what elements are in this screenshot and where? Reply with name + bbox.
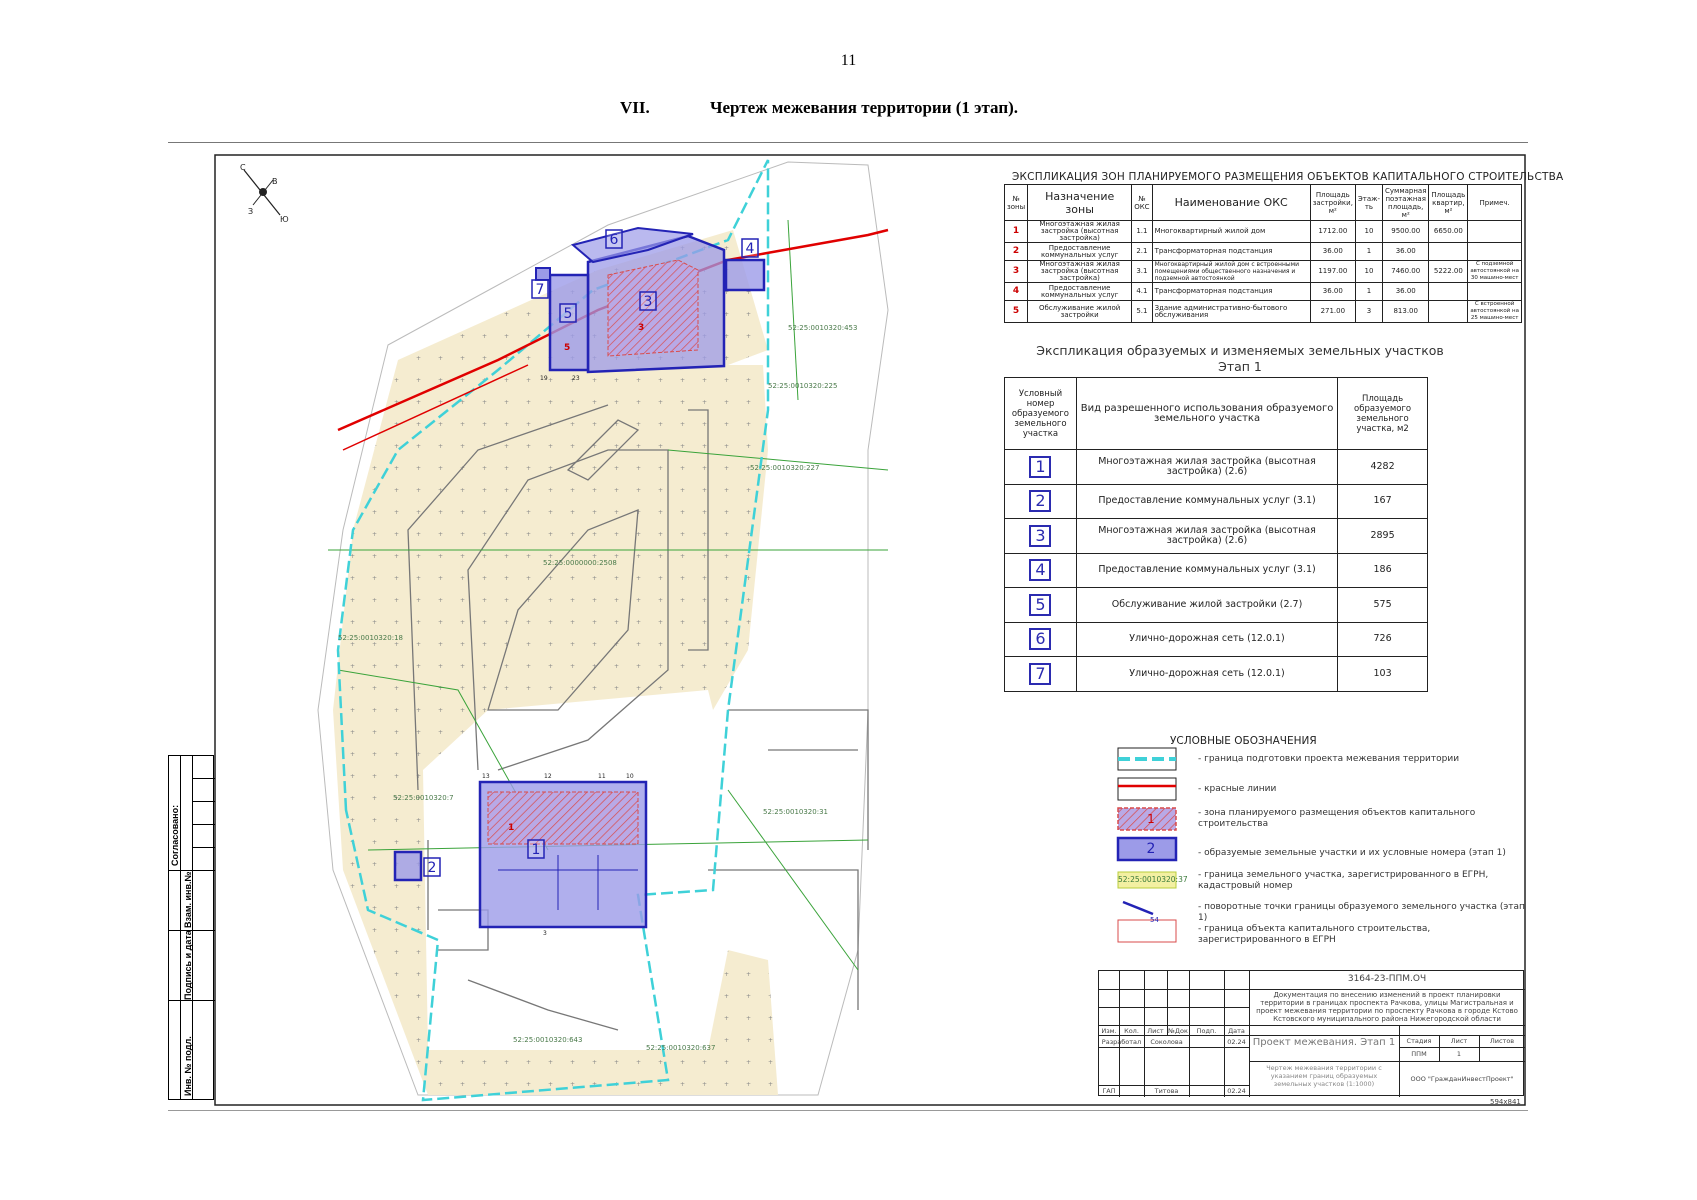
col-list: Лист <box>1147 1027 1164 1035</box>
cell: 4 <box>1005 283 1028 301</box>
north-arrow <box>240 163 289 224</box>
cell: Многоквартирный жилой дом с встроенными помещениями общественного назначения и подземной автостоянкой <box>1152 261 1310 283</box>
cell: 103 <box>1338 657 1428 692</box>
plot-number-box: 2 <box>1029 490 1051 512</box>
legend-zone-sample-num: 1 <box>1147 812 1155 826</box>
sheet-value: 1 <box>1456 1050 1462 1058</box>
side-grid <box>193 756 215 871</box>
explication-2-table <box>1004 377 1428 692</box>
cell: 4.1 <box>1132 283 1152 301</box>
cell: Предоставление коммунальных услуг (3.1) <box>1076 484 1337 519</box>
plot-number-box: 1 <box>1029 456 1051 478</box>
th: № зоны <box>1005 185 1028 221</box>
explication-2-title-line: Экспликация образуемых и изменяемых земельных участков <box>1036 343 1444 358</box>
cell: 2.1 <box>1132 243 1152 261</box>
explication-2-title-line: Этап 1 <box>1218 359 1262 374</box>
sheets-header: Листов <box>1489 1037 1515 1045</box>
cell: Многоэтажная жилая застройка (высотная застройка) <box>1028 221 1132 243</box>
table-row <box>1005 301 1522 323</box>
cell: С подземной автостоянкой на 30 машино-мест <box>1468 261 1522 283</box>
legend-item-oks: - граница объекта капитального строительства, зарегистрированного в ЕГРН <box>1198 924 1431 945</box>
cell: Предоставление коммунальных услуг <box>1028 283 1132 301</box>
top-rule <box>168 142 1528 143</box>
title-block <box>1098 970 1524 1096</box>
gap-name: Титова <box>1154 1087 1179 1095</box>
th: № ОКС <box>1132 185 1152 221</box>
plot-2[interactable] <box>395 852 421 880</box>
th: Площадь образуемого земельного участка, м2 <box>1338 378 1428 450</box>
cell: Предоставление коммунальных услуг <box>1028 243 1132 261</box>
legend-item-boundary: - граница подготовки проекта межевания территории <box>1198 754 1460 764</box>
col-kol: Кол. <box>1124 1027 1139 1035</box>
cell: 1 <box>1005 221 1028 243</box>
col-doc: №Док <box>1168 1027 1188 1035</box>
cell <box>1005 519 1077 554</box>
compass-n: С <box>240 163 246 172</box>
cell: 3.1 <box>1132 261 1152 283</box>
point-label: 13 <box>482 773 490 780</box>
cell <box>1005 553 1077 588</box>
cell: Трансформаторная подстанция <box>1152 243 1310 261</box>
cell <box>1005 657 1077 692</box>
developed-date: 02.24 <box>1227 1038 1246 1046</box>
th: Этаж-ть <box>1355 185 1382 221</box>
cell: 6650.00 <box>1429 221 1468 243</box>
cell <box>1005 484 1077 519</box>
cell <box>1468 283 1522 301</box>
cadastral-label: 52:25:0010320:225 <box>768 382 838 390</box>
cell: 36.00 <box>1383 283 1429 301</box>
cell: Обслуживание жилой застройки (2.7) <box>1076 588 1337 623</box>
zone-label-3: 3 <box>638 323 645 333</box>
plot-number-box: 7 <box>1029 663 1051 685</box>
cell: 1197.00 <box>1310 261 1355 283</box>
sheet-format: 594x841 <box>1490 1098 1521 1106</box>
plot-number-box: 4 <box>1029 559 1051 581</box>
point-label: 19 <box>540 375 548 382</box>
cell: 1 <box>1355 243 1382 261</box>
col-sign: Подп. <box>1196 1027 1217 1035</box>
plot-label-1: 1 <box>531 842 541 858</box>
developed-name: Соколова <box>1150 1038 1183 1046</box>
table-row <box>1005 519 1428 554</box>
legend-item-points: - поворотные точки границы образуемого земельного участка (этап 1) <box>1198 902 1525 923</box>
th: Условный номер образуемого земельного участка <box>1005 378 1077 450</box>
doc-description: Документация по внесению изменений в проект планировки территории в границах проспекта Рачкова, улицы Магистральная и проект межевания территории по проспекту Рачкова в городе Кстово Кстовского муниципального района Нижегородской области <box>1256 991 1518 1023</box>
section-title-text: Чертеж межевания территории (1 этап). <box>710 98 1019 117</box>
side-stamp <box>168 755 214 1100</box>
gap-date: 02.24 <box>1227 1087 1246 1095</box>
cell: С встроенной автостоянкой на 25 машино-мест <box>1468 301 1522 323</box>
point-label: 10 <box>626 773 634 780</box>
cell: 3 <box>1005 261 1028 283</box>
zone-label-5: 5 <box>564 343 571 353</box>
table-row <box>1005 657 1428 692</box>
explication-2-title <box>1000 343 1480 375</box>
th: Площадь застройки, м² <box>1310 185 1355 221</box>
cell: 726 <box>1338 622 1428 657</box>
table-row <box>1005 261 1522 283</box>
sheet-header: Лист <box>1450 1037 1468 1045</box>
cell: 10 <box>1355 261 1382 283</box>
table-row <box>1005 450 1428 485</box>
zone-label-1: 1 <box>508 823 515 833</box>
point-label: 12 <box>544 773 552 780</box>
cell: 813.00 <box>1383 301 1429 323</box>
cell: 1 <box>1355 283 1382 301</box>
compass-w: З <box>248 207 254 216</box>
cell: Предоставление коммунальных услуг (3.1) <box>1076 553 1337 588</box>
legend-item-plots: - образуемые земельные участки и их условные номера (этап 1) <box>1198 848 1506 858</box>
cell <box>1005 588 1077 623</box>
cell: Многоквартирный жилой дом <box>1152 221 1310 243</box>
drawing-title: Чертеж межевания территории с указанием границ образуемых земельных участков (1:1000) <box>1266 1064 1382 1088</box>
plot-7[interactable] <box>536 268 550 280</box>
th: Назначение зоны <box>1028 185 1132 221</box>
cell: 36.00 <box>1310 283 1355 301</box>
plot-label-4: 4 <box>745 241 755 257</box>
cell: 167 <box>1338 484 1428 519</box>
stage-value: ППМ <box>1411 1050 1427 1058</box>
cadastral-label: 52:25:0000000:2508 <box>543 559 617 567</box>
table-row <box>1005 221 1522 243</box>
cell: 36.00 <box>1383 243 1429 261</box>
cadastral-label: 52:25:0010320:637 <box>646 1044 716 1052</box>
cell: Здание административно-бытового обслуживания <box>1152 301 1310 323</box>
explication-1-table <box>1004 184 1522 323</box>
cell: Обслуживание жилой застройки <box>1028 301 1132 323</box>
compass-e: В <box>272 177 278 186</box>
cell <box>1005 622 1077 657</box>
cell <box>1429 243 1468 261</box>
th: Наименование ОКС <box>1152 185 1310 221</box>
legend-title: УСЛОВНЫЕ ОБОЗНАЧЕНИЯ <box>1170 735 1317 747</box>
cell <box>1468 221 1522 243</box>
doc-code: 3164-23-ППМ.ОЧ <box>1347 974 1427 984</box>
side-label-agreed: Согласовано: <box>170 804 180 866</box>
cell: 10 <box>1355 221 1382 243</box>
point-label: 11 <box>598 773 606 780</box>
plot-number-box: 5 <box>1029 594 1051 616</box>
cell: 5222.00 <box>1429 261 1468 283</box>
plot-number-box: 6 <box>1029 628 1051 650</box>
stage-header: Стадия <box>1406 1037 1432 1045</box>
plot-label-7: 7 <box>535 282 545 298</box>
cell: 3 <box>1355 301 1382 323</box>
side-label-inv-replace: Взам. инв.№ <box>183 871 193 928</box>
cell: Улично-дорожная сеть (12.0.1) <box>1076 657 1337 692</box>
developed-role: Разработал <box>1101 1038 1142 1046</box>
table-row <box>1005 622 1428 657</box>
th: Суммарная поэтажная площадь, м² <box>1383 185 1429 221</box>
cell <box>1429 301 1468 323</box>
explication-1-title: ЭКСПЛИКАЦИЯ ЗОН ПЛАНИРУЕМОГО РАЗМЕЩЕНИЯ ОБЪЕКТОВ КАПИТАЛЬНОГО СТРОИТЕЛЬСТВА <box>1012 171 1564 183</box>
plot-label-6: 6 <box>609 232 619 248</box>
plot-4[interactable] <box>726 260 764 290</box>
plot-label-3: 3 <box>643 294 653 310</box>
cell: 36.00 <box>1310 243 1355 261</box>
project-title: Проект межевания. Этап 1 <box>1252 1037 1396 1048</box>
plot-label-5: 5 <box>563 306 573 322</box>
th: Вид разрешенного использования образуемого земельного участка <box>1076 378 1337 450</box>
plot-number-box: 3 <box>1029 525 1051 547</box>
side-label-inv-orig: Инв. № подл. <box>183 1036 193 1096</box>
table-row <box>1005 243 1522 261</box>
legend-item-cadastral: - граница земельного участка, зарегистрированного в ЕГРН, кадастровый номер <box>1198 870 1489 891</box>
legend-cadastral-sample: 52:25:0010320:37 <box>1118 875 1188 884</box>
point-label: 23 <box>572 375 580 382</box>
cell: 2 <box>1005 243 1028 261</box>
legend-point-sample: 54 <box>1150 916 1159 924</box>
table-row <box>1005 484 1428 519</box>
gap-role: ГАП <box>1102 1087 1116 1095</box>
cell: 5.1 <box>1132 301 1152 323</box>
legend-plot-sample-num: 2 <box>1146 841 1156 857</box>
cell <box>1005 450 1077 485</box>
bottom-rule <box>168 1110 1528 1111</box>
col-date: Дата <box>1228 1027 1245 1035</box>
cadastral-label: 52:25:0010320:643 <box>513 1036 583 1044</box>
zone-1[interactable] <box>488 792 638 844</box>
cell: Многоэтажная жилая застройка (высотная застройка) <box>1028 261 1132 283</box>
cell <box>1429 283 1468 301</box>
section-number: VII. <box>620 98 650 117</box>
page-number: 11 <box>840 52 857 69</box>
side-label-sign-date: Подпись и дата <box>183 930 193 1000</box>
plot-label-2: 2 <box>427 860 437 876</box>
th: Площадь квартир, м² <box>1429 185 1468 221</box>
point-label: 3 <box>543 930 547 937</box>
cadastral-label: 52:25:0010320:227 <box>750 464 820 472</box>
cell: 575 <box>1338 588 1428 623</box>
cell: 9500.00 <box>1383 221 1429 243</box>
compass-s: Ю <box>280 215 289 224</box>
cadastral-label: 52:25:0010320:18 <box>338 634 403 642</box>
cell: 271.00 <box>1310 301 1355 323</box>
cadastral-label: 52:25:0010320:31 <box>763 808 828 816</box>
section-title <box>620 98 1018 118</box>
cadastral-label: 52:25:0010320:453 <box>788 324 858 332</box>
cell: 2895 <box>1338 519 1428 554</box>
cell: Трансформаторная подстанция <box>1152 283 1310 301</box>
organization: ООО "ГражданИнвестПроект" <box>1410 1075 1514 1083</box>
cell: Многоэтажная жилая застройка (высотная застройка) (2.6) <box>1076 519 1337 554</box>
cell: 4282 <box>1338 450 1428 485</box>
cell <box>1468 243 1522 261</box>
cadastral-label: 52:25:0010320:7 <box>393 794 454 802</box>
cell: 1.1 <box>1132 221 1152 243</box>
cell: Улично-дорожная сеть (12.0.1) <box>1076 622 1337 657</box>
table-row <box>1005 283 1522 301</box>
cell: 5 <box>1005 301 1028 323</box>
cell: 7460.00 <box>1383 261 1429 283</box>
th: Примеч. <box>1468 185 1522 221</box>
legend-item-red-lines: - красные линии <box>1198 784 1277 794</box>
cell: 186 <box>1338 553 1428 588</box>
cell: 1712.00 <box>1310 221 1355 243</box>
cell: Многоэтажная жилая застройка (высотная застройка) (2.6) <box>1076 450 1337 485</box>
table-row <box>1005 588 1428 623</box>
table-row <box>1005 553 1428 588</box>
legend-item-zone: - зона планируемого размещения объектов капитального строительства <box>1198 808 1476 829</box>
col-izm: Изм. <box>1101 1027 1117 1035</box>
